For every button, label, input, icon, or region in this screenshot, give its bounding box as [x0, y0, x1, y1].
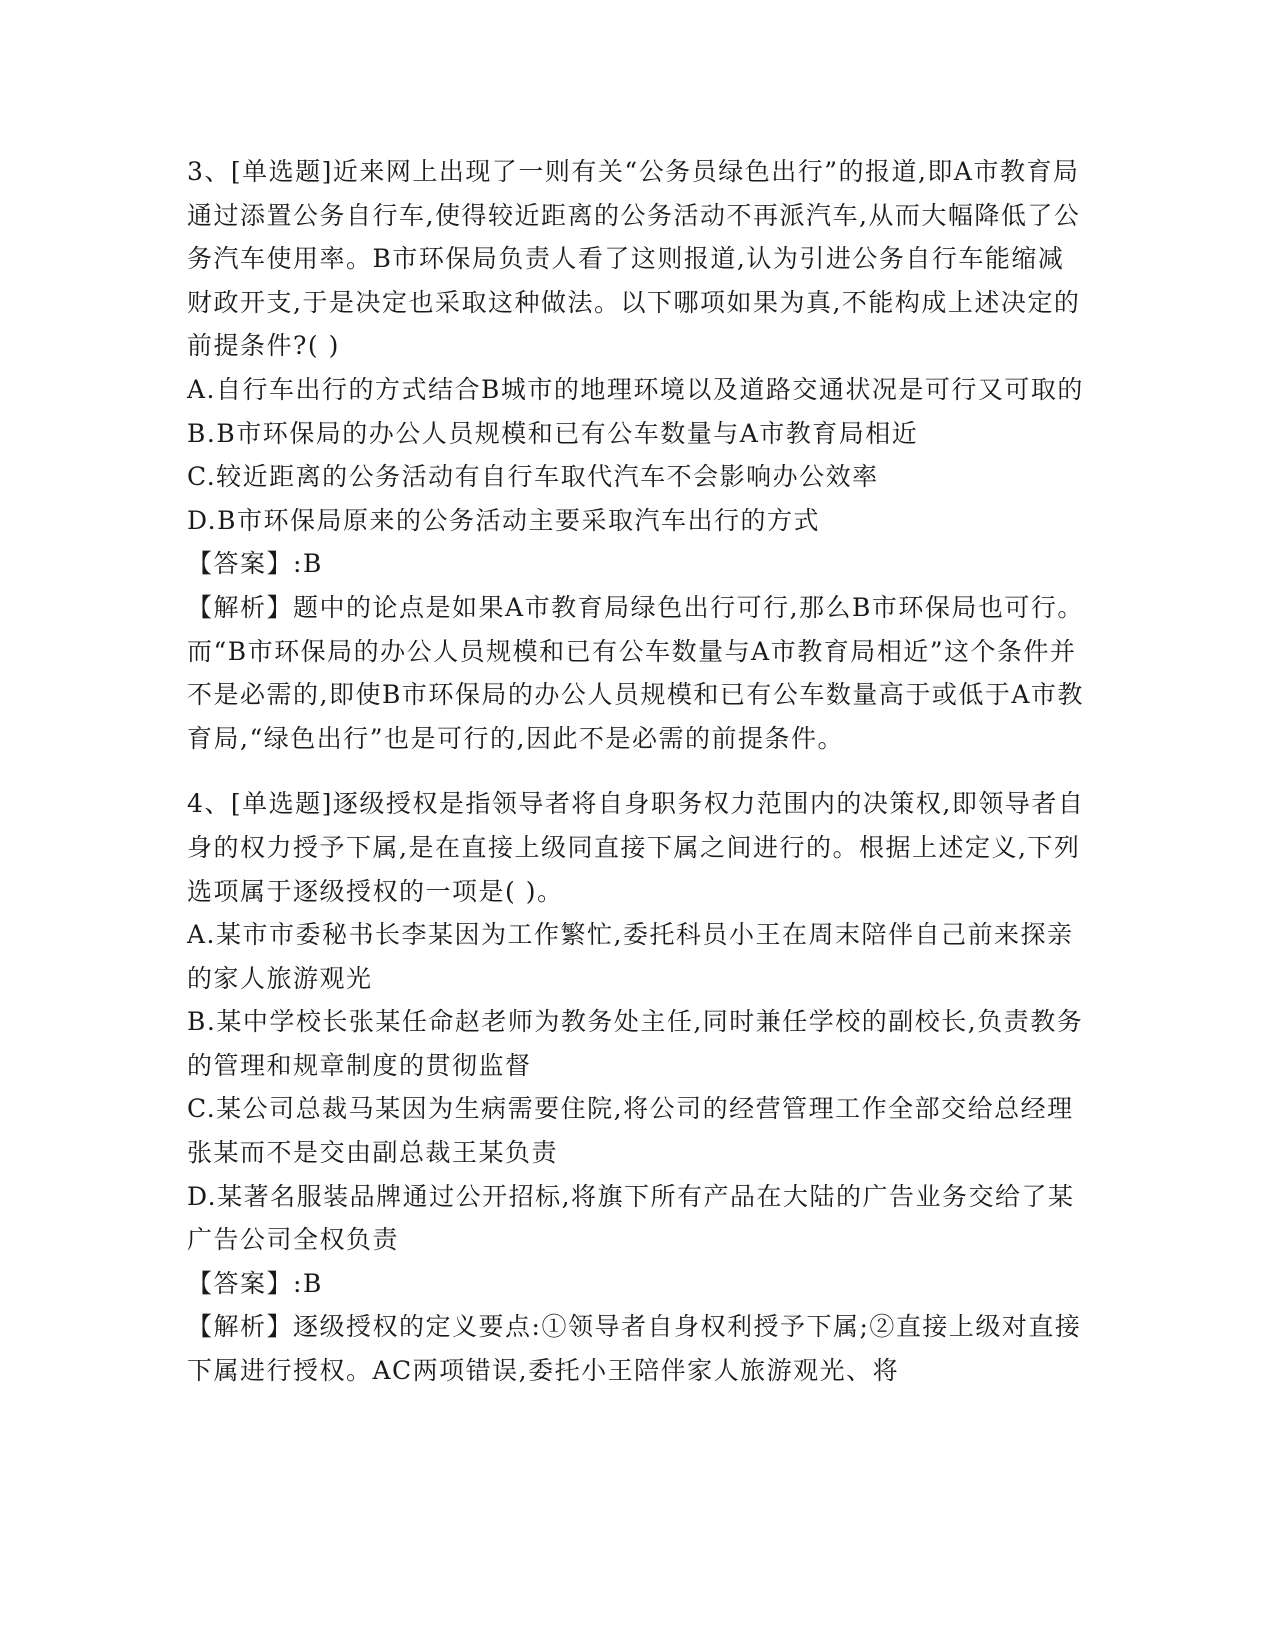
document-page: [187, 150, 1087, 1393]
answer-value: B: [302, 549, 323, 579]
analysis-text: 逐级授权的定义要点:①领导者自身权利授予下属;②直接上级对直接下属进行授权。AC两项错误,委托小王陪伴家人旅游观光、将: [187, 1312, 1082, 1386]
question-stem: 3、[单选题]近来网上出现了一则有关“公务员绿色出行”的报道,即A市教育局通过添置公务自行车,使得较近距离的公务活动不再派汽车,从而大幅降低了公务汽车使用率。B市环保局负责人看了这则报道,认为引进公务自行车能缩减财政开支,于是决定也采取这种做法。以下哪项如果为真,不能构成上述决定的前提条件?( ): [187, 157, 1081, 361]
analysis-row: [187, 1305, 1087, 1392]
question-4: [187, 782, 1087, 1392]
answer-label: 【答案】:: [187, 1268, 303, 1298]
analysis-row: [187, 586, 1087, 760]
option-a: A.某市市委秘书长李某因为工作繁忙,委托科员小王在周末陪伴自己前来探亲的家人旅游观光: [187, 920, 1074, 993]
option-a: A.自行车出行的方式结合B城市的地理环境以及道路交通状况是可行又可取的: [187, 374, 1084, 404]
option-c: C.某公司总裁马某因为生病需要住院,将公司的经营管理工作全部交给总经理张某而不是交由副总裁王某负责: [187, 1094, 1074, 1168]
option-c: C.较近距离的公务活动有自行车取代汽车不会影响办公效率: [187, 462, 879, 492]
option-d: D.B市环保局原来的公务活动主要采取汽车出行的方式: [187, 505, 820, 535]
option-b: B.B市环保局的办公人员规模和已有公车数量与A市教育局相近: [187, 418, 919, 448]
question-3: [187, 150, 1087, 760]
option-d: D.某著名服装品牌通过公开招标,将旗下所有产品在大陆的广告业务交给了某广告公司全权负责: [187, 1181, 1075, 1255]
answer-value: B: [302, 1268, 323, 1298]
analysis-text: 题中的论点是如果A市教育局绿色出行可行,那么B市环保局也可行。而“B市环保局的办公人员规模和已有公车数量与A市教育局相近”这个条件并不是必需的,即使B市环保局的办公人员规模和已有公车数量高于或低于A市教育局,“绿色出行”也是可行的,因此不是必需的前提条件。: [187, 592, 1084, 753]
answer-row: [187, 542, 1087, 586]
answer-label: 【答案】:: [187, 549, 303, 579]
analysis-label: 【解析】: [187, 1312, 294, 1342]
question-stem: 4、[单选题]逐级授权是指领导者将自身职务权力范围内的决策权,即领导者自身的权力授予下属,是在直接上级同直接下属之间进行的。根据上述定义,下列选项属于逐级授权的一项是( )。: [187, 789, 1085, 906]
analysis-label: 【解析】: [187, 592, 294, 622]
option-b: B.某中学校长张某任命赵老师为教务处主任,同时兼任学校的副校长,负责教务的管理和规章制度的贯彻监督: [187, 1007, 1084, 1080]
answer-row: [187, 1262, 1087, 1306]
